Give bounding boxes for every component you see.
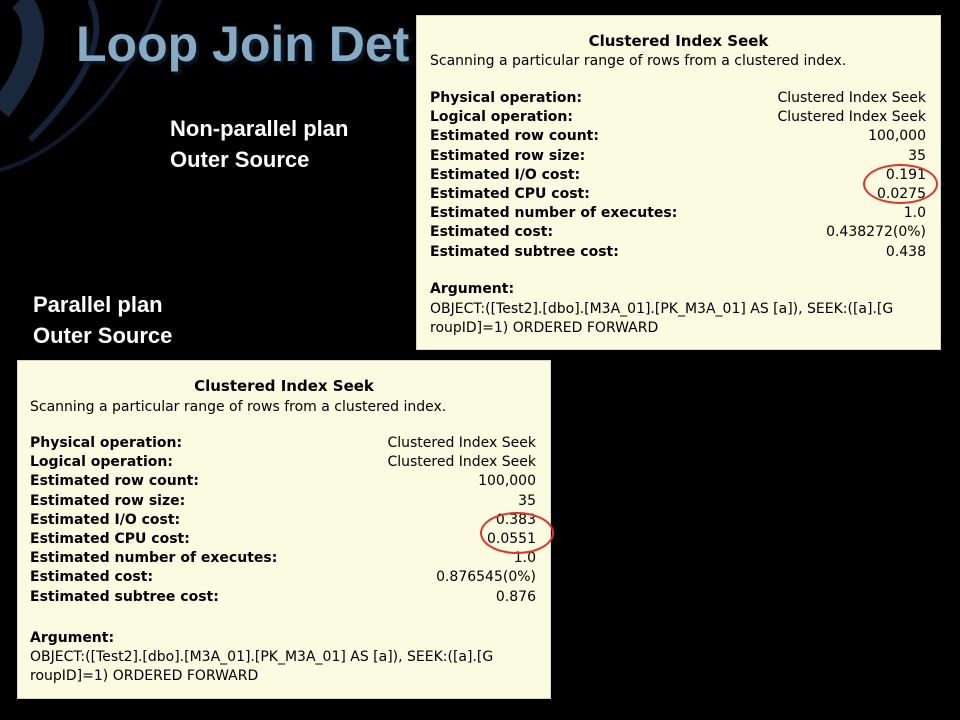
property-label: Estimated number of executes: bbox=[430, 205, 678, 222]
property-label: Estimated row count: bbox=[30, 473, 199, 490]
property-label: Estimated cost: bbox=[30, 569, 154, 586]
highlight-oval bbox=[480, 512, 554, 554]
caption-non-parallel-plan bbox=[170, 113, 348, 175]
property-label: Estimated I/O cost: bbox=[430, 166, 581, 183]
property-value: 0.383 bbox=[495, 511, 536, 528]
property-value: 100,000 bbox=[868, 128, 926, 145]
property-value: 0.438 bbox=[885, 243, 926, 260]
argument-text-line: OBJECT:([Test2].[dbo].[M3A_01].[PK_M3A_01] AS [a]), SEEK:([a].[G bbox=[430, 301, 894, 317]
property-value: Clustered Index Seek bbox=[387, 454, 536, 471]
property-row bbox=[430, 243, 926, 262]
property-row bbox=[30, 492, 536, 511]
property-label: Logical operation: bbox=[430, 109, 573, 126]
tooltip-header: Clustered Index Seek bbox=[194, 377, 374, 395]
property-value: 0.876 bbox=[495, 588, 536, 605]
property-label: Estimated row size: bbox=[430, 147, 586, 164]
property-value: 0.0551 bbox=[487, 530, 536, 547]
tooltip-property-list bbox=[30, 434, 536, 607]
property-value: 35 bbox=[518, 492, 536, 509]
caption-parallel-plan bbox=[33, 289, 172, 351]
property-value: 100,000 bbox=[478, 473, 536, 490]
tooltip-description: Scanning a particular range of rows from a clustered index. bbox=[30, 399, 447, 415]
property-row bbox=[30, 588, 536, 607]
tooltip-non-parallel-plan bbox=[416, 15, 941, 350]
caption-line: Outer Source bbox=[33, 323, 173, 348]
caption-line: Outer Source bbox=[170, 147, 310, 172]
property-row bbox=[430, 147, 926, 166]
argument-label: Argument: bbox=[430, 281, 515, 297]
tooltip-property-list bbox=[430, 89, 926, 262]
property-value: 35 bbox=[908, 147, 926, 164]
property-row bbox=[430, 127, 926, 146]
property-label: Estimated subtree cost: bbox=[430, 243, 619, 260]
highlight-oval bbox=[863, 164, 938, 204]
argument-text-line: roupID]=1) ORDERED FORWARD bbox=[30, 668, 259, 684]
property-row bbox=[30, 472, 536, 491]
argument-text-line: roupID]=1) ORDERED FORWARD bbox=[430, 320, 659, 336]
property-row bbox=[30, 568, 536, 587]
property-value: 0.191 bbox=[885, 166, 926, 183]
property-value: Clustered Index Seek bbox=[387, 435, 536, 451]
property-value: 1.0 bbox=[513, 550, 536, 567]
property-label: Estimated row size: bbox=[30, 492, 186, 509]
tooltip-header: Clustered Index Seek bbox=[588, 32, 769, 50]
property-label: Physical operation: bbox=[430, 90, 583, 106]
property-row bbox=[30, 434, 536, 453]
property-value: 1.0 bbox=[903, 205, 926, 222]
argument-label: Argument: bbox=[30, 630, 115, 646]
tooltip-description: Scanning a particular range of rows from a clustered index. bbox=[430, 53, 847, 69]
property-value: Clustered Index Seek bbox=[777, 109, 926, 126]
tooltip-parallel-plan bbox=[17, 360, 551, 699]
property-row bbox=[430, 108, 926, 127]
property-label: Physical operation: bbox=[30, 435, 183, 451]
property-label: Estimated row count: bbox=[430, 128, 599, 145]
caption-line: Parallel plan bbox=[33, 292, 163, 317]
property-value: Clustered Index Seek bbox=[777, 90, 926, 106]
property-row bbox=[430, 89, 926, 108]
argument-text-line: OBJECT:([Test2].[dbo].[M3A_01].[PK_M3A_01] AS [a]), SEEK:([a].[G bbox=[30, 649, 494, 665]
property-label: Estimated CPU cost: bbox=[30, 530, 190, 547]
caption-line: Non-parallel plan bbox=[170, 116, 349, 141]
property-label: Estimated I/O cost: bbox=[30, 511, 181, 528]
property-row bbox=[30, 549, 536, 568]
property-row bbox=[430, 204, 926, 223]
property-label: Estimated CPU cost: bbox=[430, 185, 590, 202]
property-label: Estimated cost: bbox=[430, 224, 554, 241]
property-row bbox=[30, 530, 536, 549]
property-row bbox=[430, 185, 926, 204]
property-value: 0.438272(0%) bbox=[826, 224, 926, 241]
property-row bbox=[430, 223, 926, 242]
property-row bbox=[30, 453, 536, 472]
property-label: Logical operation: bbox=[30, 454, 173, 471]
property-label: Estimated subtree cost: bbox=[30, 588, 219, 605]
property-value: 0.0275 bbox=[877, 185, 926, 202]
slide-title: Loop Join Det bbox=[76, 16, 410, 72]
property-value: 0.876545(0%) bbox=[436, 569, 536, 586]
property-row bbox=[30, 511, 536, 530]
property-row bbox=[430, 166, 926, 185]
property-label: Estimated number of executes: bbox=[30, 550, 278, 567]
